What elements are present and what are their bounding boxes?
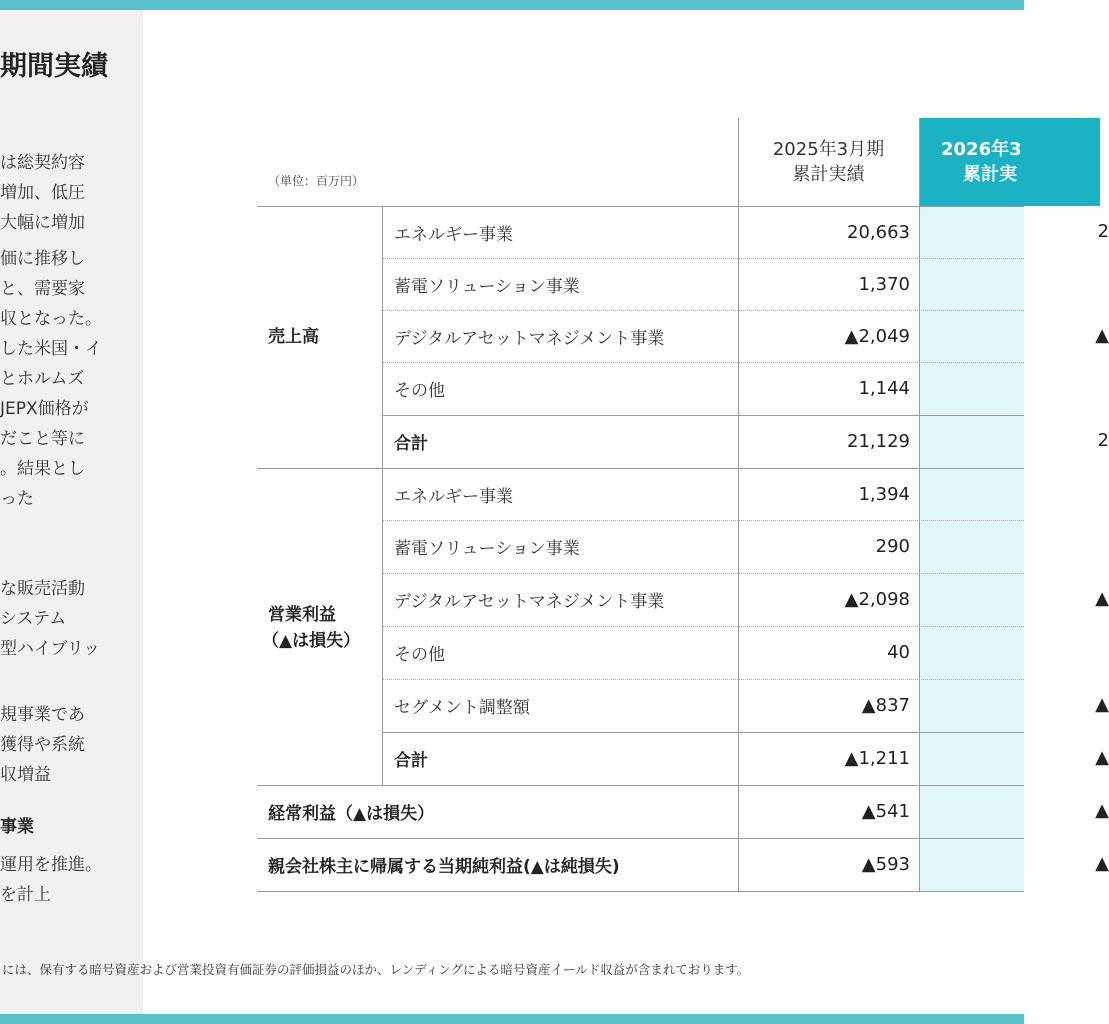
row-value-2025: ▲837 xyxy=(861,694,910,716)
row-value-2026-cell xyxy=(919,362,1024,414)
row-label: 蓄電ソリューション事業 xyxy=(394,538,580,559)
panel-title: 期間実績 xyxy=(0,51,108,82)
row-value-2026: ▲ xyxy=(1095,588,1109,609)
panel-text-line: 増加、低圧 xyxy=(0,183,85,203)
panel-text-line: 獲得や系統 xyxy=(0,735,85,755)
column-header-2026-line1: 2026年3 xyxy=(941,139,1022,160)
row-value-2026-cell xyxy=(919,838,1109,890)
left-text-panel xyxy=(0,10,143,1014)
unit-label: （単位：百万円） xyxy=(268,174,365,188)
column-header-2025-line1: 2025年3月期 xyxy=(772,139,885,160)
panel-text-line: 運用を推進。 xyxy=(0,855,102,875)
panel-text-line: した米国・イ xyxy=(0,339,102,359)
panel-text-line: った xyxy=(0,489,34,509)
row-value-2026: 2 xyxy=(1097,430,1109,451)
row-value-2026-cell xyxy=(919,573,1109,625)
row-value-2026-cell xyxy=(919,732,1109,784)
grid-vline xyxy=(382,206,383,785)
row-label: 蓄電ソリューション事業 xyxy=(394,276,580,297)
row-value-2026: ▲ xyxy=(1095,325,1109,346)
panel-text-line: 型ハイブリッ xyxy=(0,639,101,659)
row-label: その他 xyxy=(394,644,445,665)
row-label-ordinary-profit: 経常利益（▲は損失） xyxy=(268,803,435,824)
row-value-2025: ▲2,098 xyxy=(844,588,910,610)
row-label-total: 合計 xyxy=(394,750,428,771)
panel-text-line: 大幅に増加 xyxy=(0,213,85,233)
row-label: エネルギー事業 xyxy=(394,224,513,245)
row-label: セグメント調整額 xyxy=(394,697,530,718)
row-value-2025: 1,144 xyxy=(858,377,910,399)
row-value-2026-cell xyxy=(919,785,1109,837)
row-value-2026-cell xyxy=(919,206,1109,258)
panel-text-line: 収増益 xyxy=(0,765,51,785)
row-label: エネルギー事業 xyxy=(394,486,513,507)
panel-text-line: 。結果とし xyxy=(0,459,85,479)
panel-text-line: 規事業であ xyxy=(0,705,85,725)
row-value-2025: ▲541 xyxy=(861,800,910,822)
row-value-2025: 20,663 xyxy=(847,221,910,243)
row-label: デジタルアセットマネジメント事業 xyxy=(394,328,665,349)
panel-text-line: JEPX価格が xyxy=(0,399,89,419)
row-value-2026-cell xyxy=(919,258,1024,310)
footnote: には、保有する暗号資産および営業投資有価証券の評価損益のほか、レンディングによる暗号資産イールド収益が含まれております。 xyxy=(2,962,750,977)
column-header-2026 xyxy=(919,118,1100,206)
row-label: その他 xyxy=(394,380,445,401)
row-value-2026-cell xyxy=(919,310,1109,362)
group-label-operating-profit-note: （▲は損失） xyxy=(262,631,361,651)
row-value-2025: ▲2,049 xyxy=(844,325,910,347)
row-value-2025: 1,370 xyxy=(858,273,910,295)
panel-text-line: システム xyxy=(0,609,67,629)
row-value-2026-cell xyxy=(919,679,1109,731)
row-value-2025: 40 xyxy=(887,641,910,663)
row-label-total: 合計 xyxy=(394,433,428,454)
row-label: デジタルアセットマネジメント事業 xyxy=(394,591,665,612)
row-value-2025: 290 xyxy=(875,535,910,557)
panel-text-line: とホルムズ xyxy=(0,369,85,389)
panel-text-line: は総契約容 xyxy=(0,153,85,173)
row-value-2025: 1,394 xyxy=(858,483,910,505)
bottom-accent-bar xyxy=(0,1014,1024,1024)
row-value-2026: ▲ xyxy=(1095,853,1109,874)
panel-text-line: 価に推移し xyxy=(0,249,85,269)
panel-text-line: だこと等に xyxy=(0,429,85,449)
panel-text-line: と、需要家 xyxy=(0,279,85,299)
row-value-2025: ▲593 xyxy=(861,853,910,875)
panel-text-line: な販売活動 xyxy=(0,579,85,599)
grid-hline xyxy=(257,891,1024,892)
row-value-2026: ▲ xyxy=(1095,800,1109,821)
column-header-2026-line2: 累計実 xyxy=(963,164,1017,185)
row-value-2026-cell xyxy=(919,468,1024,520)
group-label-operating-profit: 営業利益 xyxy=(268,605,336,625)
row-value-2025: 21,129 xyxy=(847,430,910,452)
panel-subheading: 事業 xyxy=(0,817,34,837)
row-value-2026-cell xyxy=(919,415,1109,467)
row-value-2026: ▲ xyxy=(1095,747,1109,768)
column-header-2025 xyxy=(738,118,919,206)
top-accent-bar xyxy=(0,0,1024,10)
row-label-net-income: 親会社株主に帰属する当期純利益(▲は純損失) xyxy=(268,856,620,877)
panel-text-line: 収となった。 xyxy=(0,309,102,329)
column-header-2025-line2: 累計実績 xyxy=(792,164,865,185)
group-label-sales: 売上高 xyxy=(268,327,319,347)
row-value-2026-cell xyxy=(919,520,1024,572)
row-value-2026: ▲ xyxy=(1095,694,1109,715)
row-value-2026-cell xyxy=(919,626,1024,678)
row-value-2026: 2 xyxy=(1097,221,1109,242)
row-value-2025: ▲1,211 xyxy=(844,747,910,769)
panel-text-line: を計上 xyxy=(0,885,51,905)
